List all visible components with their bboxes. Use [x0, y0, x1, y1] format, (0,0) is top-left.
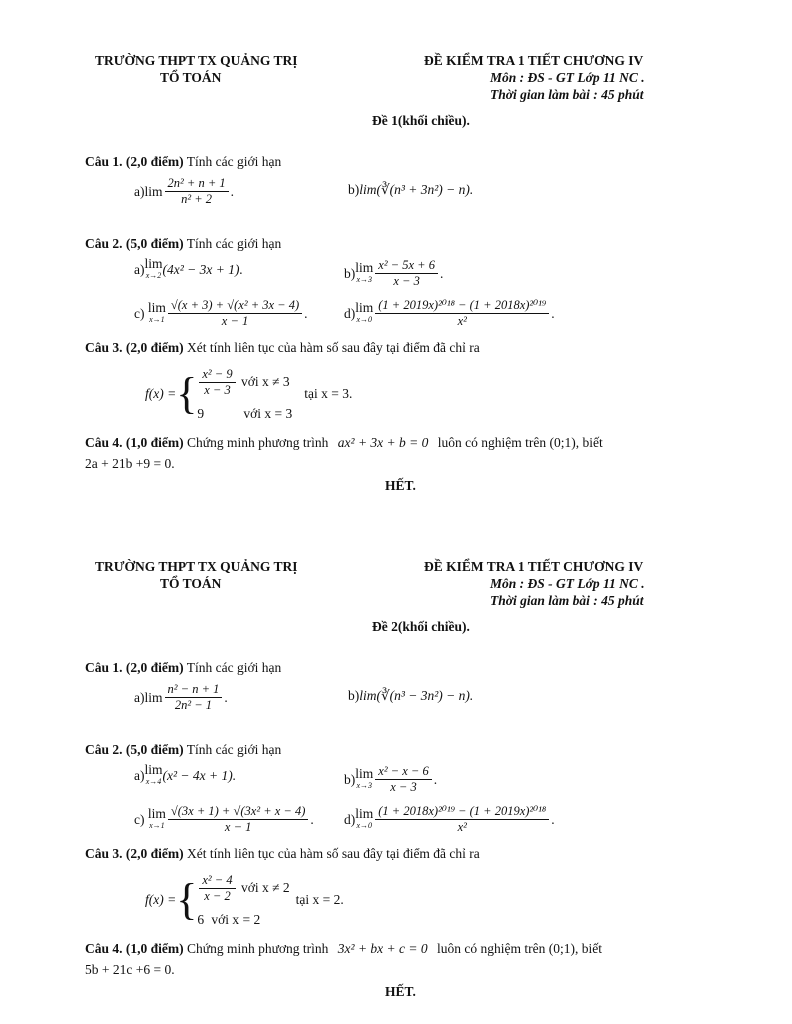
q1a-item [134, 176, 234, 207]
item-label: c) [134, 811, 145, 827]
question-4-condition: 5b + 21c +6 = 0. [85, 962, 175, 977]
lim-operator: lim [144, 183, 163, 199]
item-label: b) [344, 771, 356, 787]
fraction: $\frac{\text{x² − x − 6}}{x - 3}$ [375, 764, 431, 795]
question-3-text: Xét tính liên tục của hàm số sau đây tại điểm đã chỉ ra [187, 846, 480, 861]
end-mark: HẾT. [385, 478, 416, 493]
lim-operator: lim [144, 689, 163, 705]
fraction: $\frac{\text{x² − 5x + 6}}{x - 3}$ [375, 258, 438, 289]
brace-icon: { [176, 369, 198, 418]
item-label: a) [134, 768, 145, 783]
question-2-text: Tính các giới hạn [186, 236, 282, 251]
lim-operator: lim x→1 [147, 299, 166, 324]
equation: ax² + 3x + b = 0 [337, 435, 429, 450]
piecewise-function [145, 868, 344, 932]
equation: 3x² + bx + c = 0 [337, 941, 428, 956]
piecewise-function [145, 362, 352, 426]
fraction: $\frac{\text{(1 + 2018x)²⁰¹⁹ − (1 + 2019x)²⁰¹⁸}}{\text{x²}}$ [375, 804, 549, 835]
denominator: n² + 2 [181, 192, 213, 206]
question-2-heading: Câu 2. (5,0 điểm) [85, 742, 184, 757]
q2a-item [134, 764, 236, 788]
item-label: a) [134, 183, 145, 199]
item-label: b) [344, 265, 356, 281]
question-4-condition: 2a + 21b +9 = 0. [85, 456, 175, 471]
fraction [165, 176, 229, 207]
school-name: TRƯỜNG THPT TX QUẢNG TRỊ [95, 559, 298, 574]
lim-operator: lim x→3 [355, 259, 374, 284]
brace-icon: { [176, 875, 198, 924]
punctuation: . [230, 183, 235, 199]
q2d-item: d) lim x→0 $\frac{\text{(1 + 2018x)²⁰¹⁹ − (1 + 2019x)²⁰¹⁸}}{\text{x²}}$ . [344, 804, 555, 834]
item-label: b) [348, 688, 360, 703]
question-1 [85, 154, 281, 170]
question-2 [85, 236, 281, 252]
question-3-text: Xét tính liên tục của hàm số sau đây tại điểm đã chỉ ra [187, 340, 480, 355]
q2a-item [134, 258, 243, 282]
expression: lim(∛(n³ − 3n²) − n). [359, 688, 474, 703]
function-name: f(x) = [145, 892, 177, 907]
lim-operator: lim x→2 [144, 256, 163, 280]
lim-operator: lim x→4 [144, 762, 163, 786]
item-label: d) [344, 305, 356, 321]
exam-title: ĐỀ KIỂM TRA 1 TIẾT CHƯƠNG IV [424, 559, 644, 574]
question-1 [85, 660, 281, 676]
exam-2 [0, 506, 792, 1024]
question-2-text: Tính các giới hạn [186, 742, 282, 757]
exam-code: Đề 2(khối chiều). [372, 619, 470, 634]
q1b-item [348, 688, 473, 704]
expression: (4x² − 3x + 1). [162, 262, 243, 277]
item-label: b) [348, 182, 360, 197]
duration-line: Thời gian làm bài : 45 phút [490, 87, 644, 102]
item-label: d) [344, 811, 356, 827]
q2c-item: c) lim x→1 $\frac{\text{√(3x + 1) + √(3x² + x − 4)}}{x - 1}$ . [134, 804, 314, 834]
lim-operator: lim x→0 [355, 299, 374, 324]
school-name: TRƯỜNG THPT TX QUẢNG TRỊ [95, 53, 298, 68]
question-2 [85, 742, 281, 758]
q2b-item: b) lim x→3 $\frac{\text{x² − 5x + 6}}{x - 3}$ . [344, 258, 444, 288]
fraction: $\frac{\text{√(3x + 1) + √(3x² + x − 4)}}{x - 1}$ [168, 804, 309, 835]
lim-operator: lim x→0 [355, 805, 374, 830]
q2b-item: b) lim x→3 $\frac{\text{x² − x − 6}}{x - 3}$ . [344, 764, 438, 794]
department-name: TỔ TOÁN [160, 576, 222, 591]
question-1-heading: Câu 1. (2,0 điểm) [85, 154, 184, 169]
exam-title: ĐỀ KIỂM TRA 1 TIẾT CHƯƠNG IV [424, 53, 644, 68]
q1b-item [348, 182, 473, 198]
end-mark: HẾT. [385, 984, 416, 999]
q2d-item: d) lim x→0 $\frac{\text{(1 + 2019x)²⁰¹⁸ − (1 + 2018x)²⁰¹⁹}}{\text{x²}}$ . [344, 298, 555, 328]
question-2-heading: Câu 2. (5,0 điểm) [85, 236, 184, 251]
piecewise-cases: $\frac{\text{x² − 4}}{x - 2}$ với x ≠ 2 6 với x = 2 [197, 872, 290, 927]
item-label: a) [134, 262, 145, 277]
question-4-heading: Câu 4. (1,0 điểm) [85, 941, 184, 956]
item-label: c) [134, 305, 145, 321]
at-point: tại x = 3. [304, 386, 353, 401]
fraction [165, 682, 223, 713]
lim-operator: lim x→3 [355, 765, 374, 790]
at-point: tại x = 2. [295, 892, 344, 907]
exam-code: Đề 1(khối chiều). [372, 113, 470, 128]
question-1-text: Tính các giới hạn [186, 154, 282, 169]
fraction: $\frac{\text{(1 + 2019x)²⁰¹⁸ − (1 + 2018x)²⁰¹⁹}}{\text{x²}}$ [375, 298, 549, 329]
q1a-item: a) lim $\frac{\text{n² − n + 1}}{\text{2n² − 1}}$ . [134, 682, 228, 712]
function-name: f(x) = [145, 386, 177, 401]
piecewise-cases: $\frac{\text{x² − 9}}{x - 3}$ với x ≠ 3 9 với x = 3 [197, 366, 293, 421]
expression: lim(∛(n³ + 3n²) − n). [359, 182, 474, 197]
question-3 [85, 846, 480, 862]
question-1-text: Tính các giới hạn [186, 660, 282, 675]
denominator: 2n² − 1 [174, 698, 213, 712]
expression: (x² − 4x + 1). [162, 768, 237, 783]
item-label: a) [134, 689, 145, 705]
numerator: 2n² + n + 1 [165, 176, 229, 192]
question-3-heading: Câu 3. (2,0 điểm) [85, 846, 184, 861]
question-4: Câu 4. (1,0 điểm) Chứng minh phương trình 3x² + bx + c = 0 luôn có nghiệm trên (0;1), biết [85, 941, 602, 956]
question-4: Câu 4. (1,0 điểm) Chứng minh phương trình ax² + 3x + b = 0 luôn có nghiệm trên (0;1), biết [85, 435, 603, 450]
department-name: TỔ TOÁN [160, 70, 222, 85]
question-4-heading: Câu 4. (1,0 điểm) [85, 435, 184, 450]
question-3 [85, 340, 480, 356]
question-1-heading: Câu 1. (2,0 điểm) [85, 660, 184, 675]
subject-line: Môn : ĐS - GT Lớp 11 NC . [490, 70, 645, 85]
question-3-heading: Câu 3. (2,0 điểm) [85, 340, 184, 355]
numerator: n² − n + 1 [165, 682, 223, 698]
subject-line: Môn : ĐS - GT Lớp 11 NC . [490, 576, 645, 591]
q2c-item: c) lim x→1 $\frac{\text{√(x + 3) + √(x² + 3x − 4)}}{x - 1}$ . [134, 298, 308, 328]
exam-1 [0, 0, 792, 510]
lim-operator: lim x→1 [147, 805, 166, 830]
fraction: $\frac{\text{√(x + 3) + √(x² + 3x − 4)}}{x - 1}$ [168, 298, 302, 329]
duration-line: Thời gian làm bài : 45 phút [490, 593, 644, 608]
